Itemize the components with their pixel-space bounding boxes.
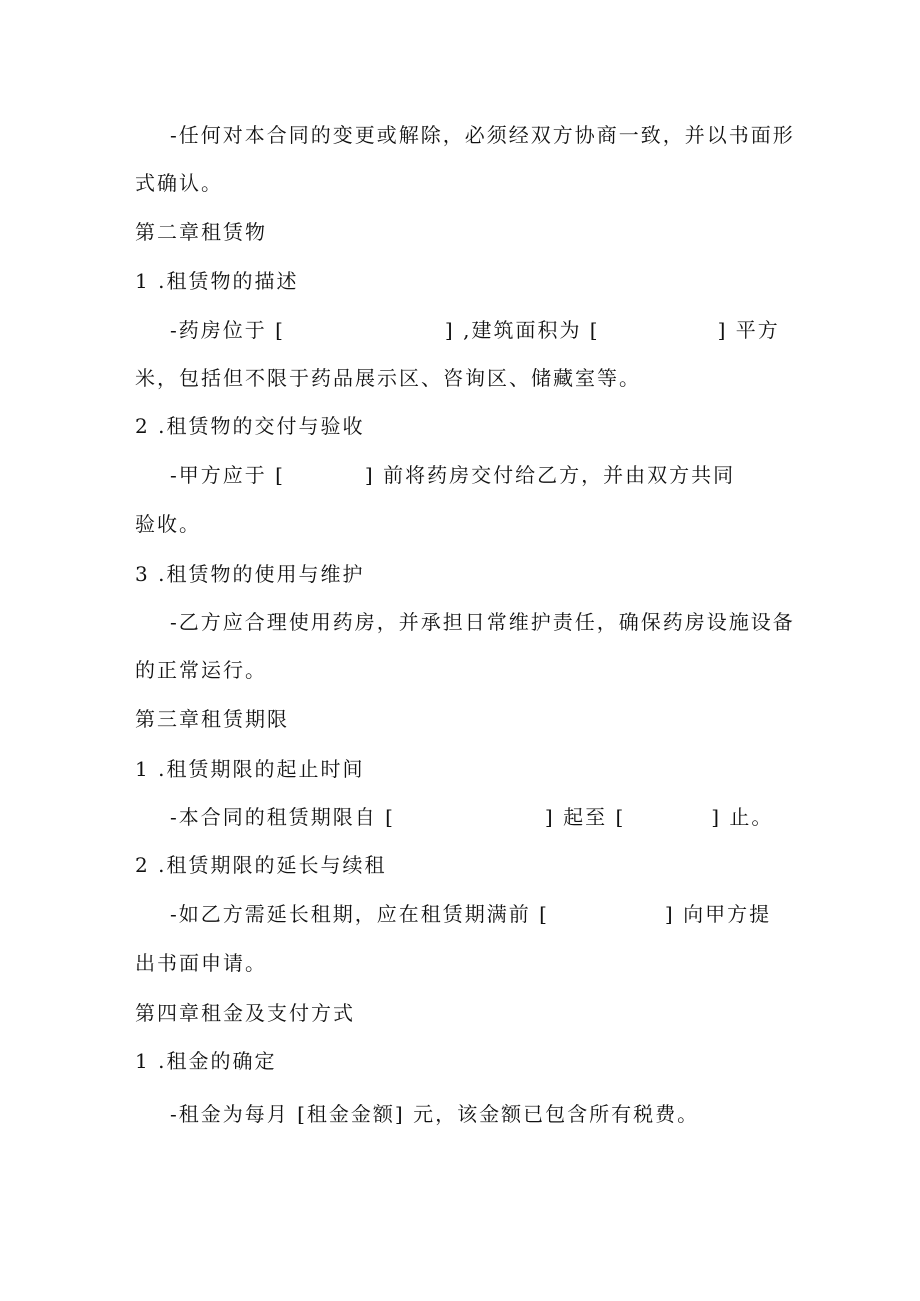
chapter-4-heading: 第四章租金及支付方式 (135, 1001, 355, 1025)
lease-term-line (170, 803, 773, 831)
clause-amendment-line-1: -任何对本合同的变更或解除，必须经双方协商一致，并以书面形 (170, 123, 795, 147)
section-2-3-heading: 3 .租赁物的使用与维护 (135, 562, 365, 586)
section-2-2-heading: 2 .租赁物的交付与验收 (135, 414, 365, 438)
renewal-suffix: ] 向甲方提 (664, 902, 772, 926)
section-2-1-heading: 1 .租赁物的描述 (135, 269, 299, 293)
maintenance-line-1: -乙方应合理使用药房，并承担日常维护责任，确保药房设施设备 (170, 610, 795, 634)
renewal-prefix: -如乙方需延长租期，应在租赁期满前 [ (170, 902, 549, 926)
maintenance-line-2: 的正常运行。 (135, 658, 267, 682)
rent-amount-line: -租金为每月 [租金金额] 元，该金额已包含所有税费。 (170, 1102, 700, 1126)
lease-term-middle: ] 起至 [ (544, 805, 626, 829)
premises-description-line: 米，包括但不限于药品展示区、咨询区、储藏室等。 (135, 366, 641, 390)
premises-area-text: ] ,建筑面积为 [ (444, 318, 600, 342)
delivery-line (170, 461, 735, 489)
chapter-3-heading: 第三章租赁期限 (135, 707, 289, 731)
premises-location-prefix: -药房位于 [ (170, 318, 285, 342)
section-4-1-heading: 1 .租金的确定 (135, 1049, 277, 1073)
chapter-2-heading: 第二章租赁物 (135, 220, 267, 244)
renewal-line-1 (170, 900, 771, 928)
lease-term-suffix: ] 止。 (711, 805, 774, 829)
lease-term-prefix: -本合同的租赁期限自 [ (170, 805, 395, 829)
renewal-line-2: 出书面申请。 (135, 951, 267, 975)
delivery-line-2: 验收。 (135, 512, 201, 536)
section-3-1-heading: 1 .租赁期限的起止时间 (135, 757, 365, 781)
delivery-suffix: ] 前将药房交付给乙方，并由双方共同 (364, 463, 736, 487)
premises-location-line (170, 316, 780, 344)
clause-amendment-line-2: 式确认。 (135, 171, 223, 195)
premises-area-unit: ] 平方 (717, 318, 780, 342)
section-3-2-heading: 2 .租赁期限的延长与续租 (135, 853, 387, 877)
delivery-prefix: -甲方应于 [ (170, 463, 285, 487)
